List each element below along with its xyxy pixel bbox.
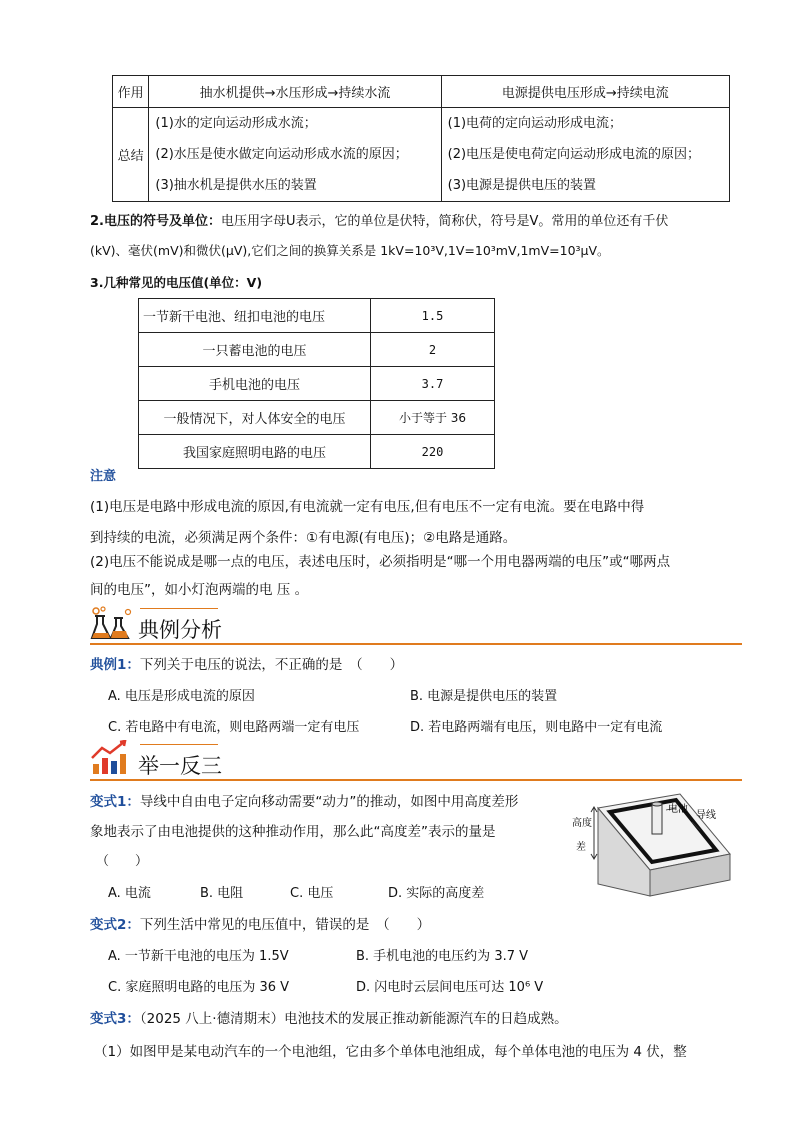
- electric-summary-line: (2)电压是使电荷定向运动形成电流的原因；: [447, 147, 701, 162]
- example1-label: 典例1：: [90, 657, 140, 673]
- variant1-line1: [90, 790, 518, 810]
- variant1-line2: 象地表示了由电池提供的这种推动作用，那么此“高度差”表示的量是: [90, 824, 496, 840]
- section2-line2: (kV)、毫伏(mV)和微伏(μV),它们之间的换算关系是 1kV=10³V,1V=10³mV,1mV=10³μV。: [90, 243, 610, 258]
- variant2-option-b: B. 手机电池的电压约为 3.7 V: [356, 949, 529, 964]
- variant1-option-c: C. 电压: [290, 886, 334, 901]
- table-row: [139, 401, 495, 435]
- table-row: [139, 333, 495, 367]
- table-row: [139, 367, 495, 401]
- example1-question-line: [90, 653, 403, 673]
- note-heading: 注意: [90, 469, 117, 484]
- voltage-value: 1.5: [371, 299, 495, 333]
- section-title-variants: 举一反三: [138, 754, 222, 778]
- row-label-summary: 总结: [113, 108, 149, 202]
- note-p2a: (2)电压不能说成是哪一点的电压，表述电压时，必须指明是“哪一个用电器两端的电压”或“哪两点: [90, 554, 671, 570]
- voltage-value: 小于等于 36: [371, 401, 495, 435]
- variant1-blank: （ ）: [96, 854, 149, 869]
- note-p1b: 到持续的电流，必须满足两个条件：①有电源(有电压)；②电路是通路。: [90, 530, 517, 546]
- variant2-option-c: C. 家庭照明电路的电压为 36 V: [108, 980, 290, 995]
- water-summary-cell: [149, 108, 441, 202]
- figure-label-height: 高度: [572, 818, 592, 829]
- example1-question: 下列关于电压的说法，不正确的是 （ ）: [139, 657, 404, 673]
- voltage-item: 一般情况下，对人体安全的电压: [139, 401, 371, 435]
- variant1-label: 变式1：: [90, 794, 140, 810]
- example1-option-a: A. 电压是形成电流的原因: [108, 689, 255, 704]
- water-summary-line: (2)水压是使水做定向运动形成水流的原因；: [155, 147, 408, 162]
- variant3-question: （2025 八上·德清期末）电池技术的发展正推动新能源汽车的日趋成熟。: [139, 1011, 568, 1027]
- voltage-item: 手机电池的电压: [139, 367, 371, 401]
- height-difference-figure: [560, 788, 734, 898]
- section3-heading: 3.几种常见的电压值(单位：V): [90, 275, 263, 290]
- variant2-option-d: D. 闪电时云层间电压可达 10⁶ V: [356, 980, 544, 995]
- example1-option-c: C. 若电路中有电流，则电路两端一定有电压: [108, 720, 360, 735]
- variant1-option-b: B. 电阻: [200, 886, 244, 901]
- note-p1a: (1)电压是电路中形成电流的原因,有电流就一定有电压,但有电压不一定有电流。要在电路中得: [90, 499, 645, 515]
- table-row: [139, 435, 495, 469]
- title-decoration: [140, 608, 218, 609]
- example1-option-d: D. 若电路两端有电压，则电路中一定有电流: [410, 720, 663, 735]
- electric-function-cell: 电源提供电压形成→持续电流: [441, 76, 729, 108]
- electric-summary-cell: [441, 108, 729, 202]
- variant1-text1: 导线中自由电子定向移动需要“动力”的推动，如图中用高度差形: [139, 794, 519, 810]
- voltage-value: 3.7: [371, 367, 495, 401]
- flask-icon: [90, 606, 132, 642]
- variant2-question: 下列生活中常见的电压值中，错误的是 （ ）: [139, 917, 431, 933]
- voltage-item: 我国家庭照明电路的电压: [139, 435, 371, 469]
- variant3-sub1: （1）如图甲是某电动汽车的一个电池组，它由多个单体电池组成，每个单体电池的电压为 4 伏，整: [94, 1044, 687, 1060]
- divider: [90, 779, 742, 781]
- comparison-table: [112, 75, 730, 202]
- voltage-item: 一只蓄电池的电压: [139, 333, 371, 367]
- voltage-value: 220: [371, 435, 495, 469]
- figure-label-battery: 电池: [668, 804, 688, 815]
- section2-line1: [90, 210, 668, 229]
- divider: [90, 643, 742, 645]
- water-summary-line: (3)抽水机是提供水压的装置: [155, 178, 317, 193]
- section2-heading: 2.电压的符号及单位：: [90, 214, 221, 229]
- figure-label-difference: 差: [576, 842, 586, 853]
- section2-text1: 电压用字母U表示，它的单位是伏特，简称伏，符号是V。常用的单位还有千伏: [220, 214, 669, 229]
- voltage-item: 一节新干电池、纽扣电池的电压: [139, 299, 371, 333]
- table-row: [139, 299, 495, 333]
- variant1-option-d: D. 实际的高度差: [388, 886, 485, 901]
- section-title-examples: 典例分析: [138, 618, 222, 642]
- example1-option-b: B. 电源是提供电压的装置: [410, 689, 558, 704]
- bar-chart-icon: [90, 740, 130, 776]
- variant2-question-line: [90, 913, 430, 933]
- title-decoration: [140, 744, 218, 745]
- row-label-function: 作用: [113, 76, 149, 108]
- variant3-question-line: [90, 1007, 568, 1027]
- variant3-label: 变式3：: [90, 1011, 140, 1027]
- water-function-cell: 抽水机提供→水压形成→持续水流: [149, 76, 441, 108]
- variant1-option-a: A. 电流: [108, 886, 151, 901]
- electric-summary-line: (3)电源是提供电压的装置: [447, 178, 597, 193]
- figure-label-wire: 导线: [696, 810, 716, 821]
- voltage-values-table: [138, 298, 495, 469]
- variant2-option-a: A. 一节新干电池的电压为 1.5V: [108, 949, 289, 964]
- electric-summary-line: (1)电荷的定向运动形成电流；: [447, 116, 623, 131]
- note-p2b: 间的电压”，如小灯泡两端的电 压 。: [90, 582, 309, 598]
- voltage-value: 2: [371, 333, 495, 367]
- variant2-label: 变式2：: [90, 917, 140, 933]
- water-summary-line: (1)水的定向运动形成水流；: [155, 116, 317, 131]
